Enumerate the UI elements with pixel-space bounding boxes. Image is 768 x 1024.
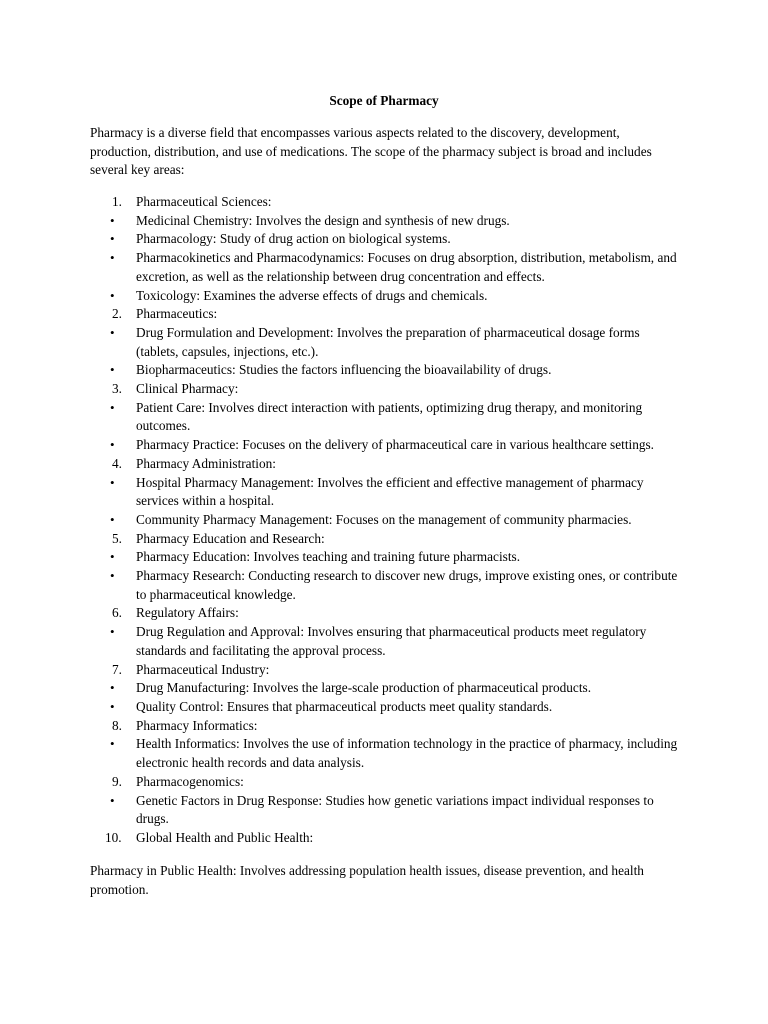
list-item-text: Pharmacy Education and Research: <box>136 530 325 546</box>
numbered-list-item <box>90 829 680 848</box>
list-item-text: Clinical Pharmacy: <box>136 381 239 397</box>
bullet-list-item <box>90 249 680 286</box>
list-item-text: Community Pharmacy Management: Focuses on the management of community pharmacies. <box>136 511 632 527</box>
bullet-icon: • <box>110 250 115 266</box>
bullet-icon: • <box>110 399 115 415</box>
bullet-list-item <box>90 623 680 660</box>
numbered-list-item <box>90 305 680 324</box>
list-item-text: Pharmacy Informatics: <box>136 717 258 733</box>
scope-outline-list <box>90 193 680 848</box>
list-item-text: Drug Manufacturing: Involves the large-scale production of pharmaceutical products. <box>136 680 592 696</box>
bullet-list-item <box>90 511 680 530</box>
list-item-text: Genetic Factors in Drug Response: Studies how genetic variations impact individual responses to drugs. <box>136 792 654 827</box>
list-item-text: Medicinal Chemistry: Involves the design and synthesis of new drugs. <box>136 212 510 228</box>
list-item-text: Pharmacokinetics and Pharmacodynamics: Focuses on drug absorption, distribution, metabolism, and excretion, as well as the relationship between drug concentration and effects. <box>136 250 677 284</box>
bullet-list-item <box>90 287 680 306</box>
bullet-icon: • <box>110 231 115 247</box>
list-number: 1. <box>112 194 122 209</box>
bullet-icon: • <box>110 792 115 808</box>
bullet-list-item <box>90 212 680 231</box>
list-item-text: Pharmaceutical Sciences: <box>136 194 272 209</box>
bullet-list-item <box>90 474 680 511</box>
list-item-text: Pharmacy Research: Conducting research to discover new drugs, improve existing ones, or contribute to pharmaceutical knowledge. <box>136 568 678 602</box>
list-number: 8. <box>112 717 122 733</box>
bullet-list-item <box>90 792 680 829</box>
list-number: 3. <box>112 381 122 397</box>
list-item-text: Biopharmaceutics: Studies the factors influencing the bioavailability of drugs. <box>136 362 552 378</box>
bullet-icon: • <box>110 549 115 565</box>
bullet-list-item <box>90 698 680 717</box>
bullet-icon: • <box>110 362 115 378</box>
list-item-text: Patient Care: Involves direct interaction with patients, optimizing drug therapy, and monitoring outcomes. <box>136 399 643 434</box>
bullet-list-item <box>90 679 680 698</box>
numbered-list-item <box>90 455 680 474</box>
numbered-list-item <box>90 661 680 680</box>
list-item-text: Hospital Pharmacy Management: Involves the efficient and effective management of pharmacy services within a hospital. <box>136 474 644 509</box>
list-number: 6. <box>112 605 122 621</box>
bullet-list-item <box>90 735 680 772</box>
bullet-list-item <box>90 567 680 604</box>
list-number: 4. <box>112 455 122 471</box>
numbered-list-item <box>90 717 680 736</box>
bullet-icon: • <box>110 680 115 696</box>
bullet-list-item <box>90 324 680 361</box>
bullet-icon: • <box>110 287 115 303</box>
list-number: 5. <box>112 530 122 546</box>
bullet-icon: • <box>110 212 115 228</box>
bullet-list-item <box>90 361 680 380</box>
list-item-text: Drug Formulation and Development: Involves the preparation of pharmaceutical dosage forms (tablets, capsules, injections, etc.). <box>136 324 640 359</box>
list-item-text: Pharmacology: Study of drug action on biological systems. <box>136 231 451 247</box>
bullet-icon: • <box>110 568 115 584</box>
list-item-text: Pharmaceutical Industry: <box>136 661 270 677</box>
bullet-icon: • <box>110 511 115 527</box>
bullet-icon: • <box>110 437 115 453</box>
list-item-text: Health Informatics: Involves the use of information technology in the practice of pharmacy, including electronic health records and data analysis. <box>136 736 678 771</box>
list-number: 7. <box>112 661 122 677</box>
list-number: 2. <box>112 306 122 322</box>
list-item-text: Quality Control: Ensures that pharmaceutical products meet quality standards. <box>136 698 553 714</box>
list-item-text: Pharmacy Practice: Focuses on the delivery of pharmaceutical care in various healthcare settings. <box>136 437 655 453</box>
document-title: Scope of Pharmacy <box>329 93 439 108</box>
bullet-list-item <box>90 548 680 567</box>
bullet-list-item <box>90 399 680 436</box>
numbered-list-item <box>90 193 680 212</box>
numbered-list-item <box>90 380 680 399</box>
list-item-text: Pharmacy Administration: <box>136 455 276 471</box>
bullet-icon: • <box>110 736 115 752</box>
bullet-list-item <box>90 230 680 249</box>
list-item-text: Global Health and Public Health: <box>136 829 314 845</box>
intro-paragraph: Pharmacy is a diverse field that encompasses various aspects related to the discovery, development, production, distribution, and use of medications. The scope of the pharmacy subject is broad and includes several key areas: <box>90 125 652 178</box>
bullet-icon: • <box>110 624 115 640</box>
bullet-icon: • <box>110 474 115 490</box>
bullet-list-item <box>90 436 680 455</box>
bullet-icon: • <box>110 698 115 714</box>
list-item-text: Pharmacogenomics: <box>136 773 244 789</box>
list-item-text: Pharmaceutics: <box>136 306 218 322</box>
list-item-text: Toxicology: Examines the adverse effects of drugs and chemicals. <box>136 287 488 303</box>
list-item-text: Regulatory Affairs: <box>136 605 239 621</box>
bullet-icon: • <box>110 324 115 340</box>
list-item-text: Pharmacy Education: Involves teaching and training future pharmacists. <box>136 549 521 565</box>
list-number: 10. <box>105 829 122 845</box>
list-number: 9. <box>112 773 122 789</box>
list-item-text: Drug Regulation and Approval: Involves ensuring that pharmaceutical products meet regulatory standards and facilitating the approval process. <box>136 624 647 658</box>
numbered-list-item <box>90 773 680 792</box>
numbered-list-item <box>90 604 680 623</box>
closing-paragraph: Pharmacy in Public Health: Involves addressing population health issues, disease prevention, and health promotion. <box>90 863 644 897</box>
numbered-list-item <box>90 530 680 549</box>
